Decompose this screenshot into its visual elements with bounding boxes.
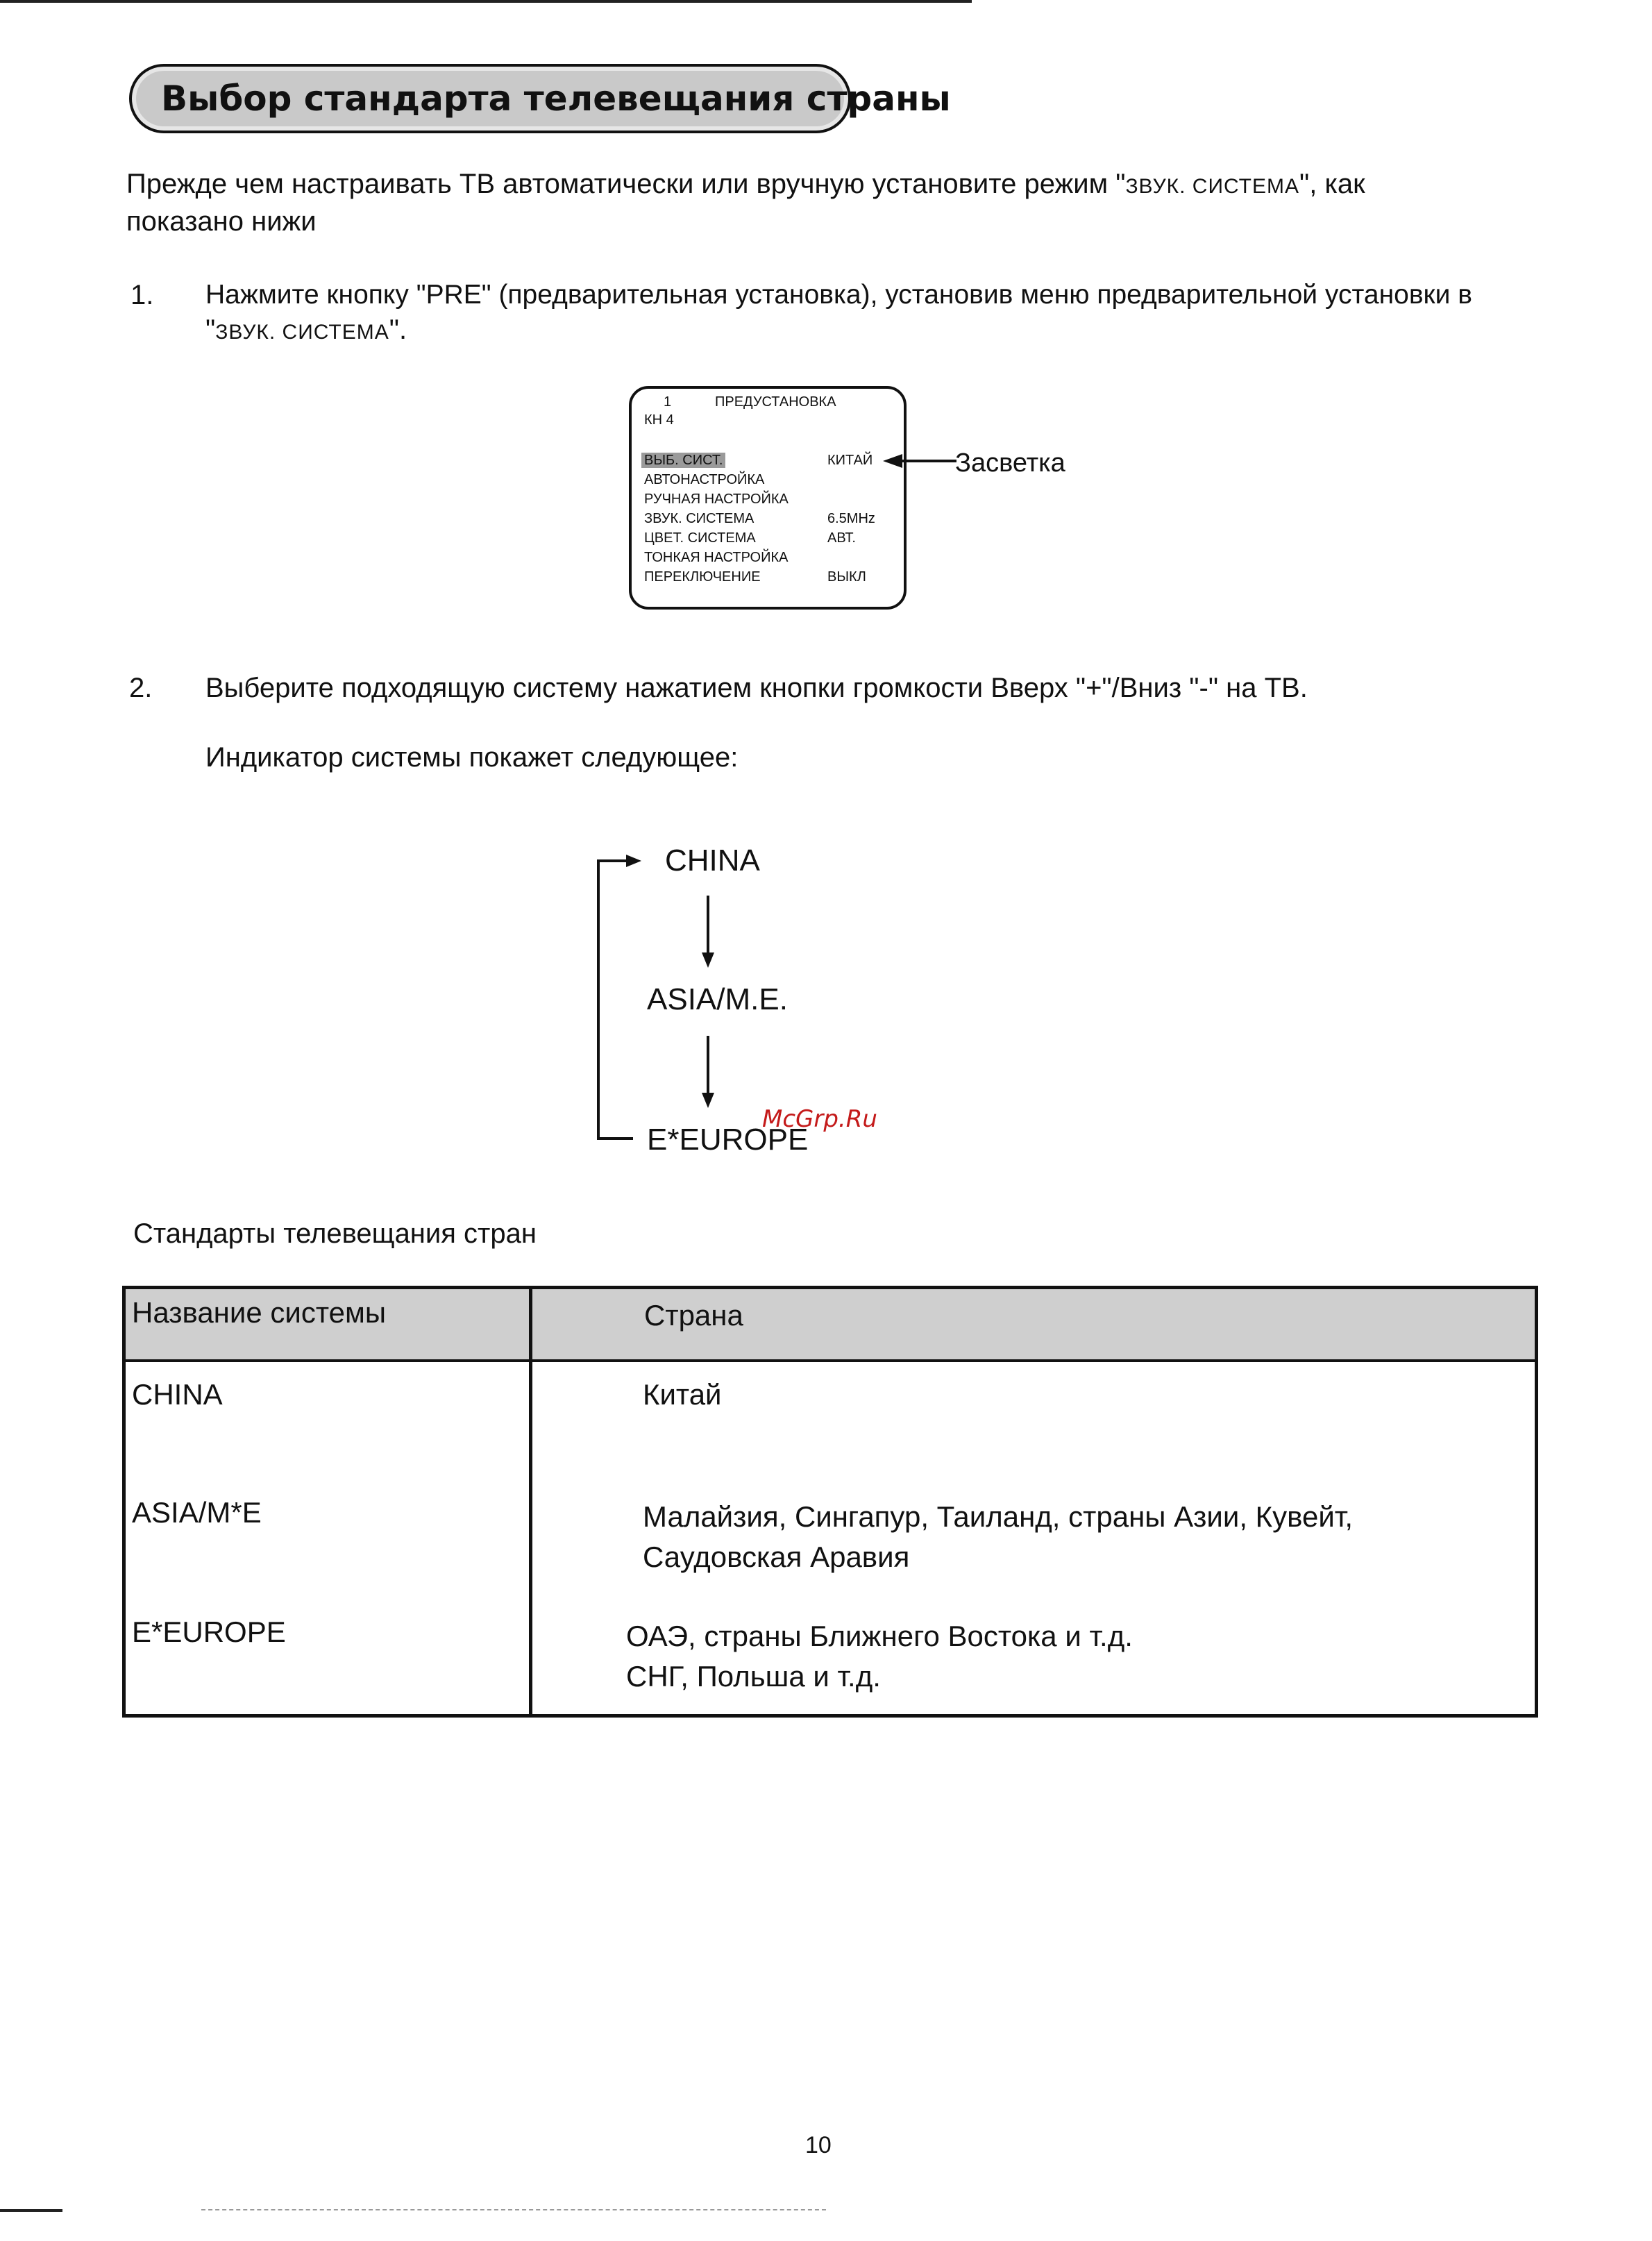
step-2-note: Индикатор системы покажет следующее: bbox=[205, 742, 739, 773]
osd-row-value: 6.5MHz bbox=[827, 511, 875, 526]
osd-row-label bbox=[644, 451, 725, 469]
flow-item-europe: E*EUROPE bbox=[647, 1123, 809, 1157]
table-cell-system: CHINA bbox=[132, 1378, 223, 1411]
callout-label: Засветка bbox=[955, 448, 1065, 478]
osd-row-value: АВТ. bbox=[827, 530, 856, 546]
step-2-text: Выберите подходящую систему нажатием кнопки громкости Вверх "+"/Вниз "-" на ТВ. bbox=[205, 673, 1308, 703]
osd-channel: КН 4 bbox=[644, 412, 674, 428]
osd-row-label: ПЕРЕКЛЮЧЕНИЕ bbox=[644, 569, 761, 585]
bottom-rule bbox=[0, 2209, 62, 2212]
table-cell-country: ОАЭ, страны Ближнего Востока и т.д. bbox=[626, 1620, 1133, 1652]
step-1-quote-open: " bbox=[205, 314, 216, 345]
bottom-dashed-rule bbox=[201, 2209, 826, 2212]
intro-text-end: ", как bbox=[1299, 169, 1365, 199]
step-1-term: ЗВУК. СИСТЕМА bbox=[215, 321, 389, 344]
osd-row-label: ЦВЕТ. СИСТЕМА bbox=[644, 530, 756, 546]
osd-row-label: РУЧНАЯ НАСТРОЙКА bbox=[644, 492, 789, 507]
osd-row-label: ЗВУК. СИСТЕМА bbox=[644, 511, 755, 526]
table-cell-country: Малайзия, Сингапур, Таиланд, страны Азии, Кувейт, bbox=[643, 1500, 1354, 1533]
osd-row-value: ВЫКЛ bbox=[827, 569, 866, 585]
table-caption: Стандарты телевещания стран bbox=[133, 1218, 537, 1249]
table-cell-system: ASIA/M*E bbox=[132, 1496, 262, 1529]
table-cell-country: СНГ, Польша и т.д. bbox=[626, 1660, 881, 1693]
osd-row-label: ТОНКАЯ НАСТРОЙКА bbox=[644, 550, 789, 565]
table-cell-system: E*EUROPE bbox=[132, 1615, 286, 1648]
step-1-text bbox=[205, 278, 1538, 350]
table-cell-country: Китай bbox=[643, 1378, 722, 1411]
step-1-line1: Нажмите кнопку "PRE" (предварительная установка), установив меню предварительной установки в bbox=[205, 280, 1472, 310]
osd-row-value: КИТАЙ bbox=[827, 453, 873, 468]
intro-text-line2: показано нижи bbox=[126, 206, 317, 237]
page-number: 10 bbox=[805, 2132, 832, 2158]
osd-header-number: 1 bbox=[664, 394, 672, 410]
step-1-quote-close: ". bbox=[389, 314, 407, 345]
intro-paragraph bbox=[126, 167, 1515, 239]
table-column-divider bbox=[529, 1286, 532, 1718]
intro-text: Прежде чем настраивать ТВ автоматически или вручную установите режим " bbox=[126, 169, 1126, 199]
table-header-system: Название системы bbox=[132, 1296, 387, 1329]
page-title: Выбор стандарта телевещания страны bbox=[161, 78, 951, 119]
step-1-number: 1. bbox=[130, 280, 154, 310]
watermark: McGrp.Ru bbox=[762, 1105, 877, 1133]
flow-item-asia: ASIA/M.E. bbox=[647, 982, 788, 1016]
step-2-number: 2. bbox=[129, 673, 153, 703]
table-header-country: Страна bbox=[644, 1299, 743, 1332]
intro-term: ЗВУК. СИСТЕМА bbox=[1125, 175, 1300, 198]
callout-arrow-icon bbox=[882, 448, 958, 473]
osd-row-label: АВТОНАСТРОЙКА bbox=[644, 472, 765, 487]
osd-header-title: ПРЕДУСТАНОВКА bbox=[715, 394, 836, 410]
table-cell-country: Саудовская Аравия bbox=[643, 1541, 910, 1573]
top-rule bbox=[0, 0, 972, 3]
osd-highlighted-label: ВЫБ. СИСТ. bbox=[641, 453, 725, 468]
flow-item-china: CHINA bbox=[665, 843, 760, 878]
